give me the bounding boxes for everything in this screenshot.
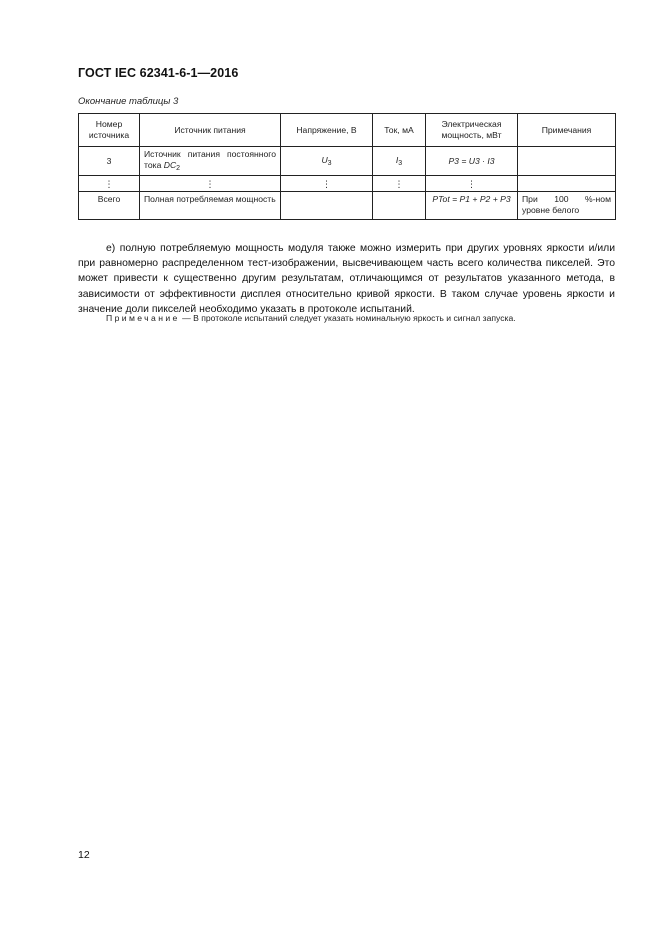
table-3 (78, 113, 616, 220)
note (106, 313, 616, 323)
body-paragraph: е) полную потребляемую мощность модуля также можно измерить при других уровнях яркости и/или при равномерно распределенном тест-изображении, высвечивающем часть всего количества пикселей. Это может привести к существенно другим результатам, отличающимся от результатов указанного метода, в зависимости от эффективности дисплея относительно кривой яркости. В таком случае уровень яркости и значение доли пикселей необходимо указать в протоколе испытаний. (78, 243, 615, 315)
cell-total-source: Полная потребляемая мощность (140, 192, 281, 219)
cell-source (140, 147, 281, 176)
current-subscript: 3 (398, 160, 403, 168)
body-paragraph-block (78, 241, 615, 317)
note-label: Примечание (106, 313, 180, 323)
header-power: Электрическая мощность, мВт (426, 114, 518, 147)
cell-total-notes: При 100 %-ном уровне белого (518, 192, 616, 219)
ellipsis-cell: ⋮ (79, 176, 140, 192)
header-number: Номер источника (79, 114, 140, 147)
cell-total-voltage (281, 192, 373, 219)
ellipsis-cell: ⋮ (140, 176, 281, 192)
header-source: Источник питания (140, 114, 281, 147)
ellipsis-cell: ⋮ (281, 176, 373, 192)
dc-subscript: 2 (176, 165, 181, 173)
cell-power-formula: P3 = U3 · I3 (426, 147, 518, 176)
cell-total-current (373, 192, 426, 219)
standard-header: ГОСТ IEC 62341-6-1—2016 (78, 66, 239, 80)
current-symbol: I (395, 155, 399, 166)
cell-total-power-formula: PTot = P1 + P2 + P3 (426, 192, 518, 219)
header-current: Ток, мА (373, 114, 426, 147)
note-text: — В протоколе испытаний следует указать номинальную яркость и сигнал запуска. (182, 313, 516, 323)
voltage-subscript: 3 (327, 160, 332, 168)
cell-total-number: Всего (79, 192, 140, 219)
table-row-total (79, 192, 616, 219)
dc-symbol: DC (163, 160, 177, 171)
ellipsis-cell-empty (518, 176, 616, 192)
cell-number: 3 (79, 147, 140, 176)
ellipsis-cell: ⋮ (373, 176, 426, 192)
source-label: Источник питания постоянного тока (144, 149, 276, 171)
header-notes: Примечания (518, 114, 616, 147)
voltage-symbol: U (321, 155, 328, 166)
table-row-source-3 (79, 147, 616, 176)
cell-current (373, 147, 426, 176)
cell-notes (518, 147, 616, 176)
ellipsis-cell: ⋮ (426, 176, 518, 192)
table-caption: Окончание таблицы 3 (78, 96, 179, 107)
page-number: 12 (78, 849, 90, 861)
table-row-ellipsis (79, 176, 616, 192)
header-voltage: Напряжение, В (281, 114, 373, 147)
cell-voltage (281, 147, 373, 176)
table-header-row (79, 114, 616, 147)
